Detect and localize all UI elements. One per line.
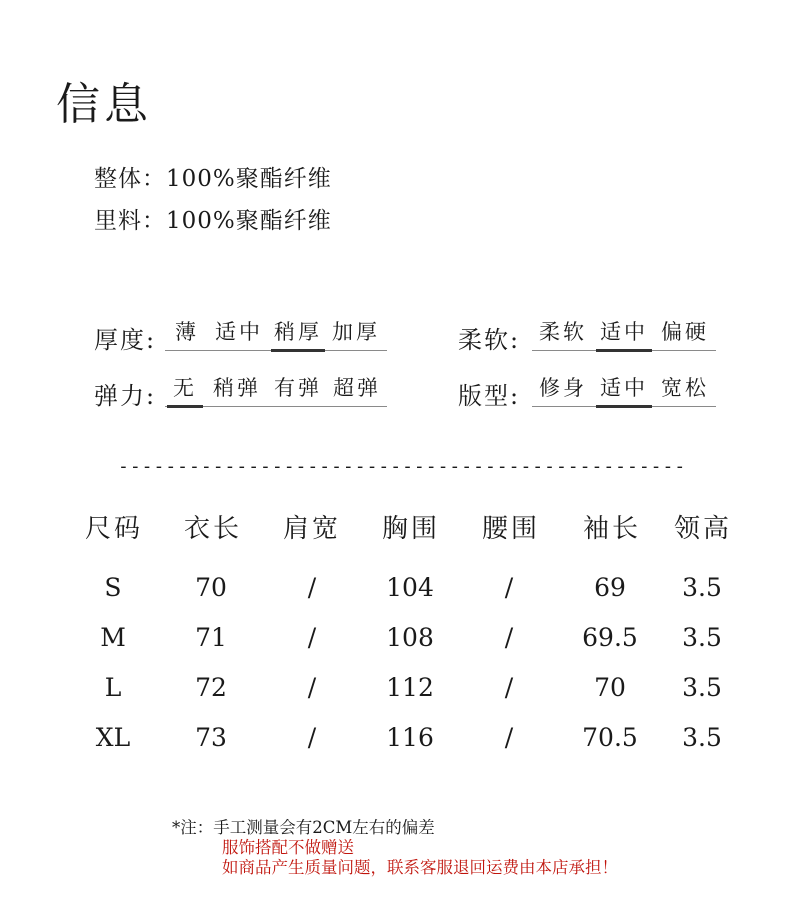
table-header-waist: 腰围 — [481, 514, 540, 544]
table-cell: / — [307, 673, 317, 702]
attr-label-elasticity: 弹力: — [94, 382, 157, 410]
table-cell: 70 — [195, 573, 227, 602]
note-measurement: *注：手工测量会有2CM左右的偏差 — [172, 818, 435, 837]
table-cell: 72 — [195, 673, 227, 702]
attr-options-fit — [532, 376, 716, 407]
table-cell: 116 — [386, 723, 434, 752]
table-cell: 71 — [195, 623, 227, 652]
attr-option: 偏硬 — [661, 320, 709, 344]
attr-option-selected: 无 — [165, 372, 205, 406]
table-cell: S — [104, 573, 122, 602]
table-cell: 108 — [386, 623, 434, 652]
table-cell: L — [104, 673, 122, 702]
dashed-divider: ------------------------------------------------ — [118, 456, 687, 477]
table-cell: 70 — [594, 673, 626, 702]
attr-options-thickness — [165, 320, 387, 351]
note-return-policy: 如商品产生质量问题，联系客服退回运费由本店承担！ — [222, 858, 618, 877]
attr-label-softness: 柔软: — [458, 326, 521, 354]
material-label: 里料： — [94, 208, 166, 234]
material-value: 100%聚酯纤维 — [166, 208, 332, 234]
table-cell: 112 — [386, 673, 434, 702]
attr-option-selected: 适中 — [594, 372, 654, 406]
table-row — [0, 573, 790, 607]
table-cell: / — [504, 723, 514, 752]
table-cell: 104 — [386, 573, 434, 602]
note-accessories: 服饰搭配不做赠送 — [222, 838, 354, 857]
table-cell: M — [100, 623, 126, 652]
table-cell: / — [307, 723, 317, 752]
table-header-length: 衣长 — [183, 514, 242, 544]
table-header-sleeve: 袖长 — [582, 514, 641, 544]
attr-option: 柔软 — [539, 320, 587, 344]
attr-option: 宽松 — [661, 376, 709, 400]
table-header-chest: 胸围 — [381, 514, 440, 544]
table-cell: 3.5 — [682, 573, 722, 602]
table-cell: / — [307, 623, 317, 652]
page-title: 信息 — [56, 79, 152, 130]
attr-options-softness — [532, 320, 716, 351]
attr-option-selected: 适中 — [594, 316, 654, 350]
attr-option: 有弹 — [274, 376, 322, 400]
table-cell: 3.5 — [682, 623, 722, 652]
table-cell: / — [504, 573, 514, 602]
table-cell: / — [307, 573, 317, 602]
notes-block — [172, 818, 618, 878]
attr-option: 修身 — [539, 376, 587, 400]
table-cell: 70.5 — [582, 723, 638, 752]
table-cell: XL — [95, 723, 131, 752]
table-cell: 73 — [195, 723, 227, 752]
material-value: 100%聚酯纤维 — [166, 166, 332, 192]
table-cell: / — [504, 673, 514, 702]
attr-option: 薄 — [175, 320, 199, 344]
table-cell: 3.5 — [682, 723, 722, 752]
table-row — [0, 723, 790, 757]
table-cell: / — [504, 623, 514, 652]
attr-option-selected: 稍厚 — [269, 316, 327, 350]
table-cell: 69.5 — [582, 623, 638, 652]
attr-label-fit: 版型: — [458, 382, 521, 410]
material-label: 整体： — [94, 166, 166, 192]
attr-option: 超弹 — [333, 376, 381, 400]
table-header-shoulder: 肩宽 — [282, 514, 341, 544]
attr-label-thickness: 厚度: — [94, 326, 157, 354]
attr-option: 适中 — [215, 320, 263, 344]
table-row — [0, 673, 790, 707]
material-row-body — [94, 160, 332, 193]
table-cell: 69 — [594, 573, 626, 602]
attr-option: 稍弹 — [213, 376, 261, 400]
table-header-size: 尺码 — [84, 514, 143, 544]
material-row-lining — [94, 202, 332, 235]
table-row — [0, 623, 790, 657]
attr-option: 加厚 — [332, 320, 380, 344]
table-header-collar: 领高 — [673, 514, 732, 544]
attr-options-elasticity — [165, 376, 387, 407]
table-cell: 3.5 — [682, 673, 722, 702]
